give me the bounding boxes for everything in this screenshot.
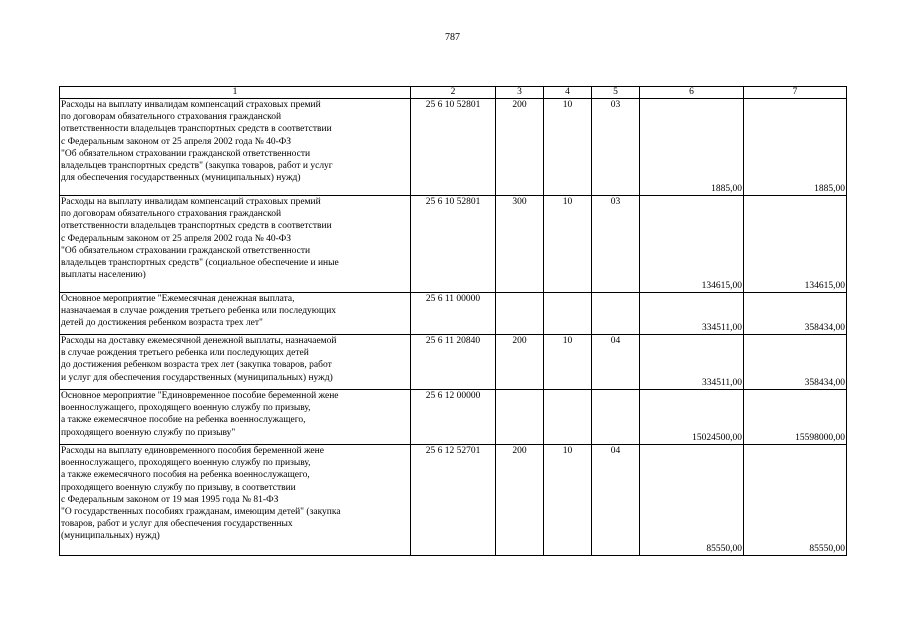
row-section: 10 xyxy=(544,99,592,196)
row-subsection xyxy=(592,390,640,445)
row-expense-type xyxy=(496,390,544,445)
row-section: 10 xyxy=(544,335,592,390)
row-amount-year-1: 85550,00 xyxy=(640,445,744,556)
row-amount-year-2: 358434,00 xyxy=(744,293,847,335)
header-cell-2: 2 xyxy=(411,87,496,99)
row-target-article: 25 6 10 52801 xyxy=(411,99,496,196)
row-description: Основное мероприятие "Ежемесячная денежная выплата, назначаемая в случае рождения третьего ребенка или последующих детей до достижения ребенком возраста трех лет" xyxy=(60,293,411,335)
row-section xyxy=(544,293,592,335)
row-target-article: 25 6 12 52701 xyxy=(411,445,496,556)
row-description: Расходы на выплату единовременного пособия беременной жене военнослужащего, проходящего военную службу по призыву, а также ежемесячного пособия на ребенка военнослужащего, проходящего военную службу по призыву, в соответствии с Федеральным законом от 19 мая 1995 года № 81-ФЗ "О государственных пособиях гражданам, имеющим детей" (закупка товаров, работ и услуг для обеспечения государственных (муниципальных) нужд) xyxy=(60,445,411,556)
row-section: 10 xyxy=(544,196,592,293)
row-expense-type: 200 xyxy=(496,445,544,556)
header-cell-3: 3 xyxy=(496,87,544,99)
row-expense-type: 300 xyxy=(496,196,544,293)
table-row xyxy=(60,335,847,390)
table-row xyxy=(60,196,847,293)
table-row xyxy=(60,390,847,445)
row-subsection xyxy=(592,293,640,335)
table-row xyxy=(60,293,847,335)
row-target-article: 25 6 12 00000 xyxy=(411,390,496,445)
budget-table xyxy=(59,86,847,556)
header-cell-6: 6 xyxy=(640,87,744,99)
header-cell-7: 7 xyxy=(744,87,847,99)
row-target-article: 25 6 11 20840 xyxy=(411,335,496,390)
row-target-article: 25 6 11 00000 xyxy=(411,293,496,335)
row-description: Расходы на выплату инвалидам компенсаций страховых премий по договорам обязательного страхования гражданской ответственности владельцев транспортных средств в соответствии с Федеральным законом от 25 апреля 2002 года № 40-ФЗ "Об обязательном страховании гражданской ответственности владельцев транспортных средств" (социальное обеспечение и иные выплаты населению) xyxy=(60,196,411,293)
row-subsection: 03 xyxy=(592,196,640,293)
row-amount-year-1: 134615,00 xyxy=(640,196,744,293)
row-subsection: 03 xyxy=(592,99,640,196)
row-amount-year-2: 358434,00 xyxy=(744,335,847,390)
row-amount-year-1: 15024500,00 xyxy=(640,390,744,445)
row-amount-year-2: 15598000,00 xyxy=(744,390,847,445)
row-expense-type: 200 xyxy=(496,335,544,390)
row-expense-type: 200 xyxy=(496,99,544,196)
header-cell-5: 5 xyxy=(592,87,640,99)
row-amount-year-1: 334511,00 xyxy=(640,335,744,390)
header-row xyxy=(60,87,847,99)
row-subsection: 04 xyxy=(592,445,640,556)
row-amount-year-2: 1885,00 xyxy=(744,99,847,196)
table-row xyxy=(60,99,847,196)
row-description: Расходы на выплату инвалидам компенсаций страховых премий по договорам обязательного страхования гражданской ответственности владельцев транспортных средств в соответствии с Федеральным законом от 25 апреля 2002 года № 40-ФЗ "Об обязательном страховании гражданской ответственности владельцев транспортных средств" (закупка товаров, работ и услуг для обеспечения государственных (муниципальных) нужд) xyxy=(60,99,411,196)
row-amount-year-2: 134615,00 xyxy=(744,196,847,293)
row-amount-year-2: 85550,00 xyxy=(744,445,847,556)
row-target-article: 25 6 10 52801 xyxy=(411,196,496,293)
row-amount-year-1: 1885,00 xyxy=(640,99,744,196)
row-amount-year-1: 334511,00 xyxy=(640,293,744,335)
row-description: Расходы на доставку ежемесячной денежной выплаты, назначаемой в случае рождения третьего ребенка или последующих детей до достижения ребенком возраста трех лет (закупка товаров, работ и услуг для обеспечения государственных (муниципальных) нужд) xyxy=(60,335,411,390)
page-number: 787 xyxy=(445,32,460,43)
header-cell-4: 4 xyxy=(544,87,592,99)
row-section: 10 xyxy=(544,445,592,556)
row-description: Основное мероприятие "Единовременное пособие беременной жене военнослужащего, проходящего военную службу по призыву, а также ежемесячное пособие на ребенка военнослужащего, проходящего военную службу по призыву" xyxy=(60,390,411,445)
row-section xyxy=(544,390,592,445)
table-row xyxy=(60,445,847,556)
row-subsection: 04 xyxy=(592,335,640,390)
header-cell-1: 1 xyxy=(60,87,411,99)
row-expense-type xyxy=(496,293,544,335)
